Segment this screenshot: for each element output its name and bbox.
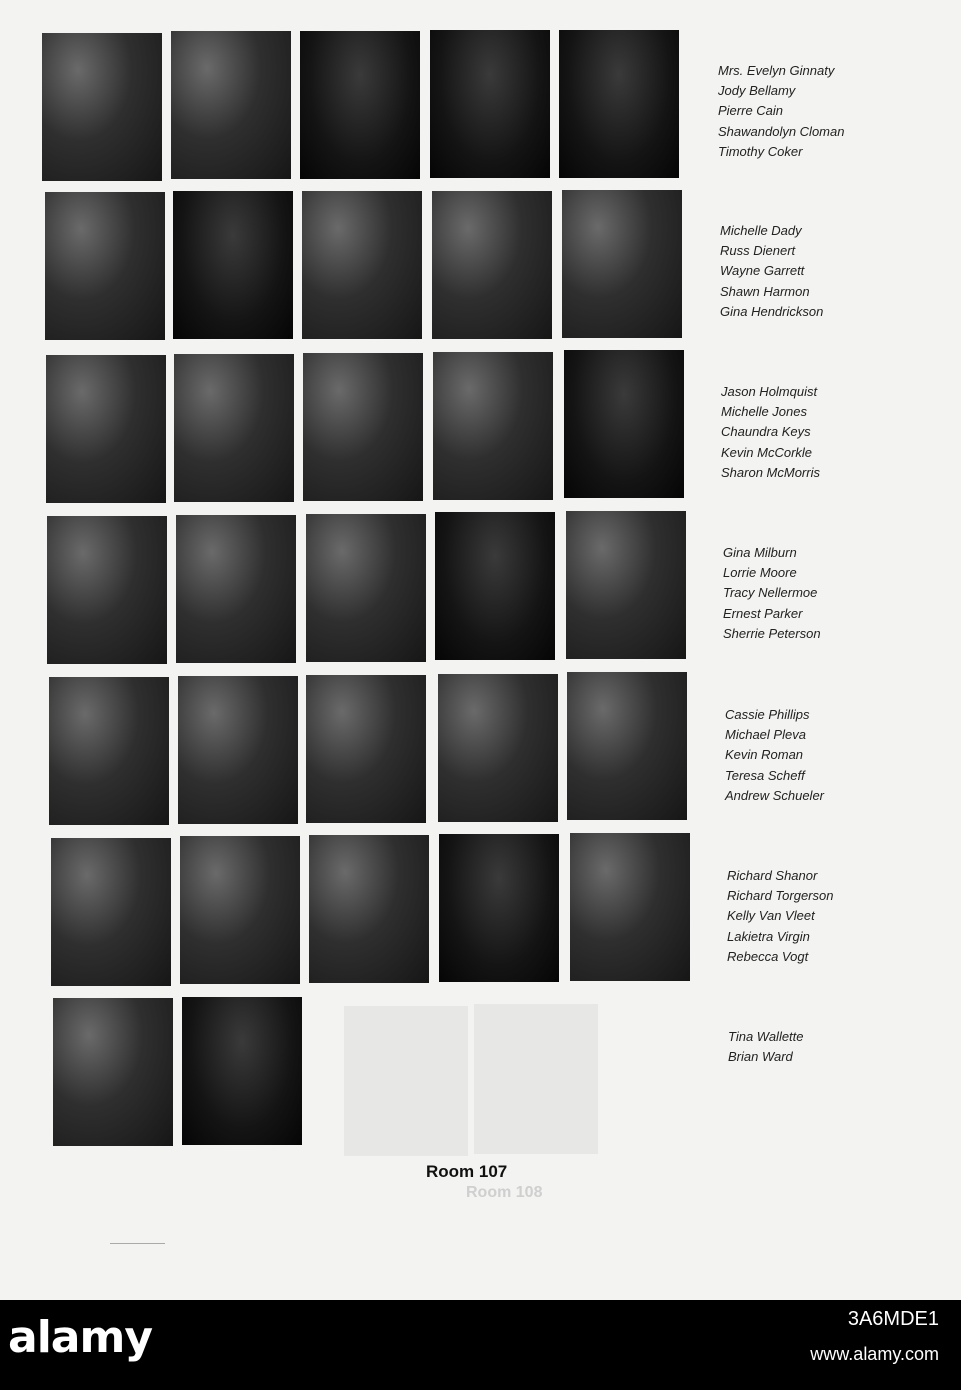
name-entry: Cassie Phillips xyxy=(725,707,810,722)
name-list-row-7 xyxy=(728,1027,804,1067)
name-entry: Jody Bellamy xyxy=(718,83,796,99)
portrait-photo xyxy=(42,33,162,181)
portrait-photo xyxy=(570,833,690,981)
name-entry: Michael Pleva xyxy=(725,727,806,743)
name-list-row-1 xyxy=(718,61,844,162)
name-entry: Lorrie Moore xyxy=(723,565,797,581)
portrait-photo xyxy=(176,515,296,663)
portrait-photo xyxy=(173,191,293,339)
name-list-row-4 xyxy=(723,543,821,644)
name-entry: Gina Milburn xyxy=(723,545,797,560)
name-entry: Rebecca Vogt xyxy=(727,948,809,964)
portrait-photo xyxy=(46,355,166,503)
name-entry: Tracy Nellermoe xyxy=(723,585,818,601)
bleed-through-caption: Room 108 xyxy=(466,1184,543,1201)
portrait-photo xyxy=(182,997,302,1145)
portrait-photo xyxy=(566,511,686,659)
portrait-photo xyxy=(49,677,169,825)
portrait-photo xyxy=(47,516,167,664)
name-entry: Michelle Jones xyxy=(721,404,807,420)
portrait-photo xyxy=(53,998,173,1146)
room-caption: Room 107 xyxy=(426,1162,508,1181)
portrait-photo xyxy=(51,838,171,986)
name-entry: Richard Torgerson xyxy=(727,888,834,904)
portrait-photo xyxy=(567,672,687,820)
name-entry: Ernest Parker xyxy=(723,605,803,621)
bleed-through-photo xyxy=(474,1004,598,1154)
name-entry: Shawn Harmon xyxy=(720,283,810,299)
name-entry: Mrs. Evelyn Ginnaty xyxy=(718,63,835,78)
name-entry: Andrew Schueler xyxy=(725,787,824,803)
name-list-row-2 xyxy=(720,221,823,322)
name-list-row-3 xyxy=(721,382,820,483)
portrait-photo xyxy=(303,353,423,501)
portrait-photo xyxy=(306,514,426,662)
site-url-label: www.alamy.com xyxy=(810,1344,939,1364)
name-entry: Pierre Cain xyxy=(718,103,784,119)
name-entry: Jason Holmquist xyxy=(721,384,818,399)
name-entry: Chaundra Keys xyxy=(721,424,811,440)
bleed-through-photo xyxy=(344,1006,468,1156)
name-entry: Brian Ward xyxy=(728,1049,793,1065)
name-entry: Kevin McCorkle xyxy=(721,444,813,460)
portrait-photo xyxy=(433,352,553,500)
name-entry: Timothy Coker xyxy=(718,143,803,159)
name-list-row-5 xyxy=(725,705,824,806)
name-entry: Russ Dienert xyxy=(720,243,796,259)
portrait-photo xyxy=(559,30,679,178)
portrait-photo xyxy=(178,676,298,824)
name-entry: Kelly Van Vleet xyxy=(727,908,815,924)
image-id-label: 3A6MDE1 xyxy=(847,1308,939,1330)
portrait-photo xyxy=(432,191,552,339)
name-entry: Richard Shanor xyxy=(727,868,818,883)
name-entry: Sherrie Peterson xyxy=(723,625,821,641)
portrait-photo xyxy=(430,30,550,178)
name-entry: Sharon McMorris xyxy=(721,464,820,480)
divider xyxy=(110,1243,165,1244)
portrait-photo xyxy=(435,512,555,660)
name-entry: Kevin Roman xyxy=(725,747,804,763)
portrait-photo xyxy=(309,835,429,983)
name-list-row-6 xyxy=(727,866,833,967)
name-entry: Gina Hendrickson xyxy=(720,303,824,319)
portrait-photo xyxy=(302,191,422,339)
portrait-photo xyxy=(300,31,420,179)
name-entry: Michelle Dady xyxy=(720,223,802,238)
name-entry: Tina Wallette xyxy=(728,1029,804,1044)
name-entry: Shawandolyn Cloman xyxy=(718,123,845,139)
portrait-photo xyxy=(174,354,294,502)
alamy-logo: alamy xyxy=(8,1312,152,1363)
name-entry: Wayne Garrett xyxy=(720,263,805,279)
portrait-photo xyxy=(439,834,559,982)
portrait-photo xyxy=(45,192,165,340)
portrait-photo xyxy=(306,675,426,823)
portrait-photo xyxy=(562,190,682,338)
portrait-photo xyxy=(438,674,558,822)
name-entry: Lakietra Virgin xyxy=(727,928,810,944)
portrait-photo xyxy=(180,836,300,984)
name-entry: Teresa Scheff xyxy=(725,767,805,783)
portrait-photo xyxy=(564,350,684,498)
portrait-photo xyxy=(171,31,291,179)
